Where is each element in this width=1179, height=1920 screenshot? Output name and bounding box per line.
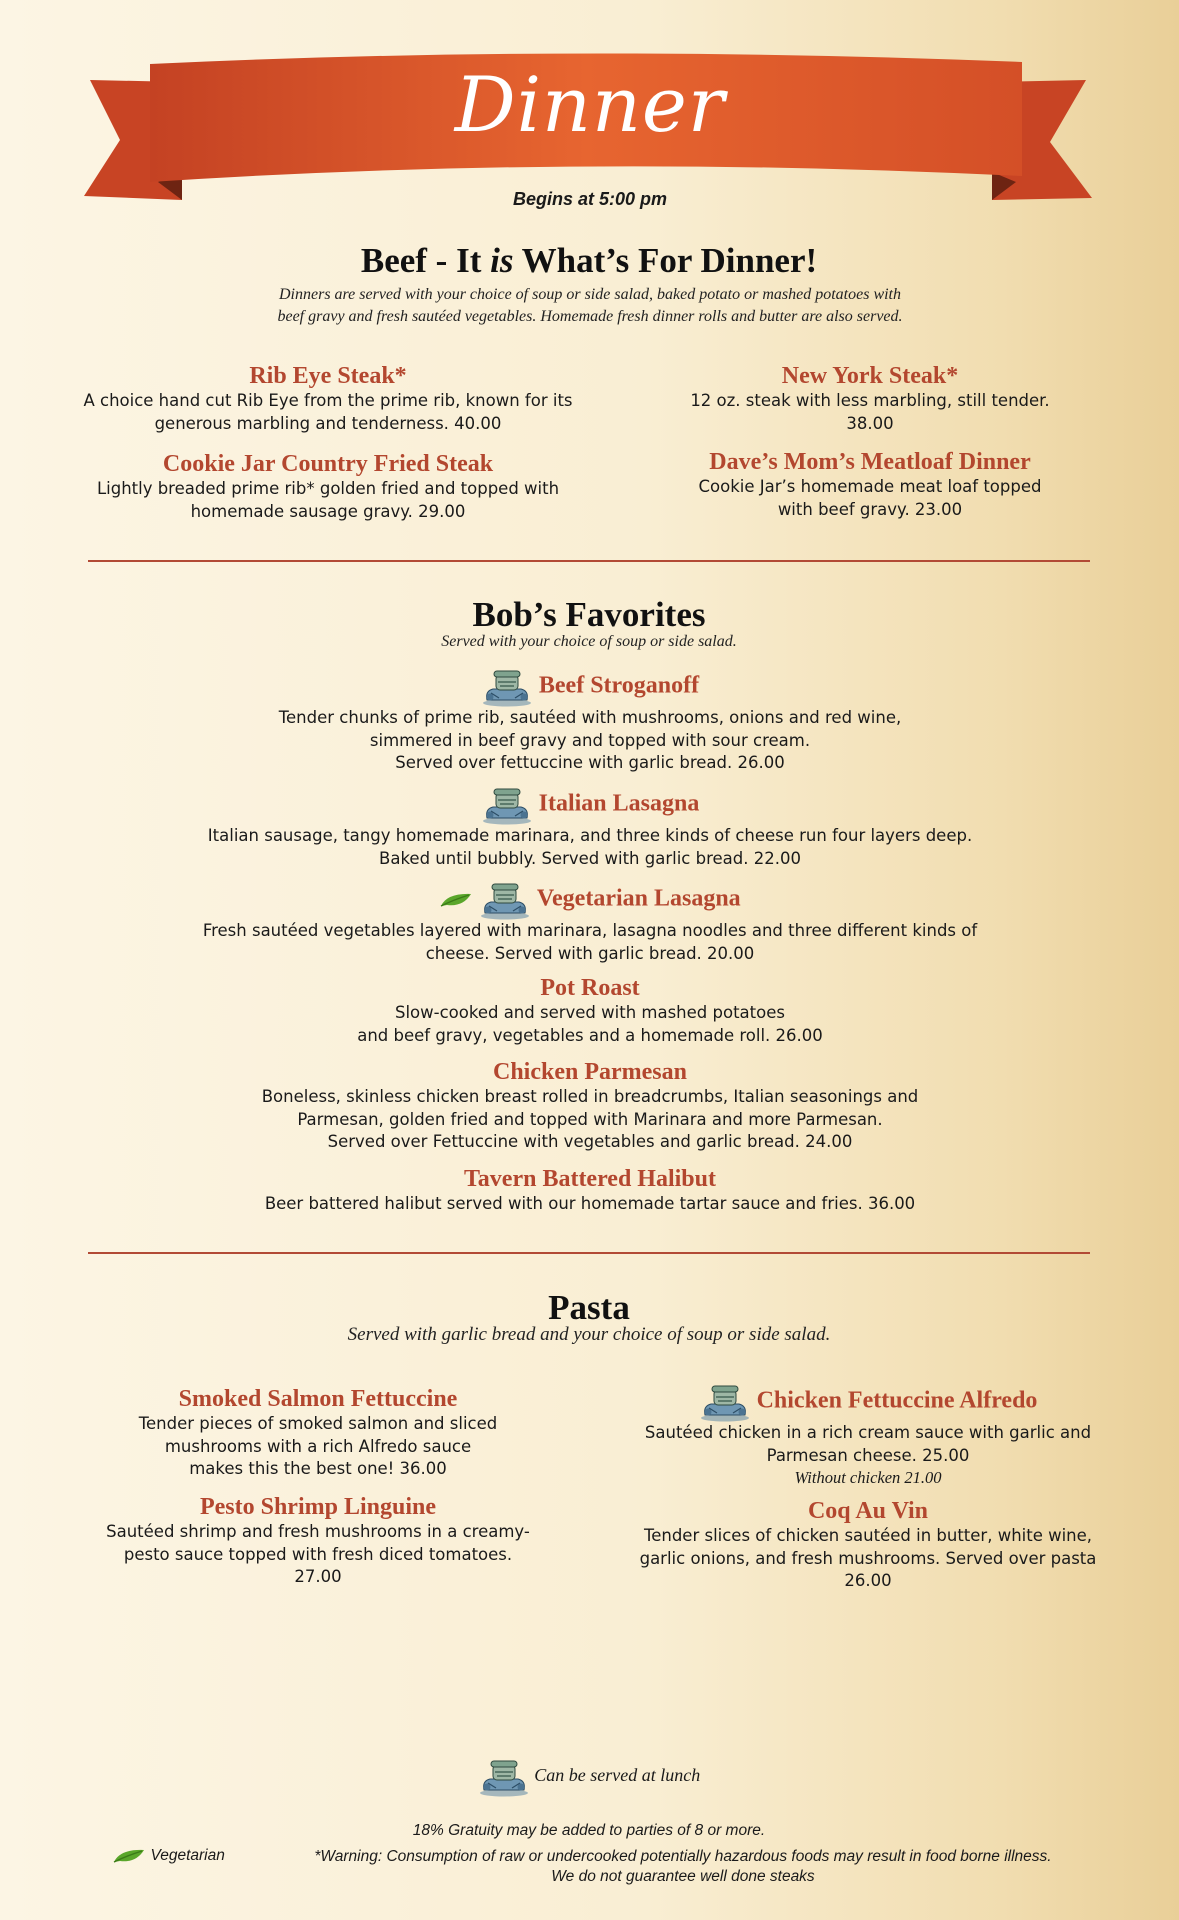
- pasta-section-title: Pasta: [548, 1288, 630, 1327]
- section-divider: [88, 560, 1090, 562]
- warning-note: *Warning: Consumption of raw or undercooked potentially hazardous foods may result in food borne illness. We do not guarantee well done steaks: [314, 1848, 1052, 1885]
- leaf-icon: [439, 891, 473, 909]
- menu-item: Chicken Fettuccine Alfredo Sautéed chicken in a rich cream sauce with garlic and Parmesan cheese. 25.00 Without chicken 21.00: [618, 1382, 1118, 1489]
- lunch-jar-icon: [479, 880, 531, 920]
- vegetarian-legend: Vegetarian: [112, 1847, 225, 1865]
- beef-section-title: Beef - It is What’s For Dinner!: [360, 241, 818, 280]
- beef-intro: Dinners are served with your choice of soup or side salad, baked potato or mashed potatoes with beef gravy and fresh sautéed vegetables. Homemade fresh dinner rolls and butter are also served.: [277, 286, 903, 325]
- lunch-legend: Can be served at lunch: [389, 1757, 789, 1797]
- gratuity-note: 18% Gratuity may be added to parties of 8 or more.: [412, 1822, 766, 1839]
- menu-item: Tavern Battered Halibut Beer battered halibut served with our homemade tartar sauce and fries. 36.00: [264, 1166, 916, 1213]
- menu-item: New York Steak* 12 oz. steak with less marbling, still tender. 38.00: [690, 363, 1050, 433]
- pasta-subtitle: Served with garlic bread and your choice of soup or side salad.: [347, 1324, 831, 1345]
- menu-item: Pesto Shrimp Linguine Sautéed shrimp and fresh mushrooms in a creamy- pesto sauce topped with fresh diced tomatoes. 27.00: [106, 1494, 530, 1586]
- menu-item: Pot Roast Slow-cooked and served with mashed potatoes and beef gravy, vegetables and a homemade roll. 26.00: [357, 975, 823, 1045]
- menu-item: Rib Eye Steak* A choice hand cut Rib Eye from the prime rib, known for its generous marbling and tenderness. 40.00: [83, 363, 573, 433]
- menu-title: Dinner: [454, 60, 726, 149]
- menu-item: Smoked Salmon Fettuccine Tender pieces of smoked salmon and sliced mushrooms with a rich Alfredo sauce makes this the best one! 36.00: [138, 1386, 498, 1478]
- section-divider: [88, 1252, 1090, 1254]
- menu-item: Coq Au Vin Tender slices of chicken sautéed in butter, white wine, garlic onions, and fresh mushrooms. Served over pasta 26.00: [639, 1498, 1097, 1590]
- menu-item: Italian Lasagna Italian sausage, tangy homemade marinara, and three kinds of cheese run four layers deep. Baked until bubbly. Served with garlic bread. 22.00: [140, 785, 1040, 870]
- leaf-icon: [112, 1847, 146, 1865]
- bobs-section-title: Bob’s Favorites: [472, 595, 706, 634]
- bobs-subtitle: Served with your choice of soup or side salad.: [441, 633, 737, 650]
- menu-item: Vegetarian Lasagna Fresh sautéed vegetables layered with marinara, lasagna noodles and three different kinds of cheese. Served with garlic bread. 20.00: [140, 880, 1040, 965]
- lunch-jar-icon: [481, 785, 533, 825]
- lunch-jar-icon: [699, 1382, 751, 1422]
- menu-item: Chicken Parmesan Boneless, skinless chicken breast rolled in breadcrumbs, Italian seasonings and Parmesan, golden fried and topped with Marinara and more Parmesan. Served over Fettuccine with vegetables and garlic bread. 24.00: [261, 1059, 919, 1151]
- lunch-jar-icon: [478, 1757, 530, 1797]
- menu-item: Beef Stroganoff Tender chunks of prime rib, sautéed with mushrooms, onions and red wine, simmered in beef gravy and topped with sour cream. Served over fettuccine with garlic bread. 26.00: [140, 667, 1040, 775]
- menu-item: Dave’s Mom’s Meatloaf Dinner Cookie Jar’s homemade meat loaf topped with beef gravy. 23.00: [698, 449, 1042, 519]
- begins-time: Begins at 5:00 pm: [512, 189, 668, 209]
- lunch-jar-icon: [481, 667, 533, 707]
- menu-item: Cookie Jar Country Fried Steak Lightly breaded prime rib* golden fried and topped with homemade sausage gravy. 29.00: [96, 451, 560, 521]
